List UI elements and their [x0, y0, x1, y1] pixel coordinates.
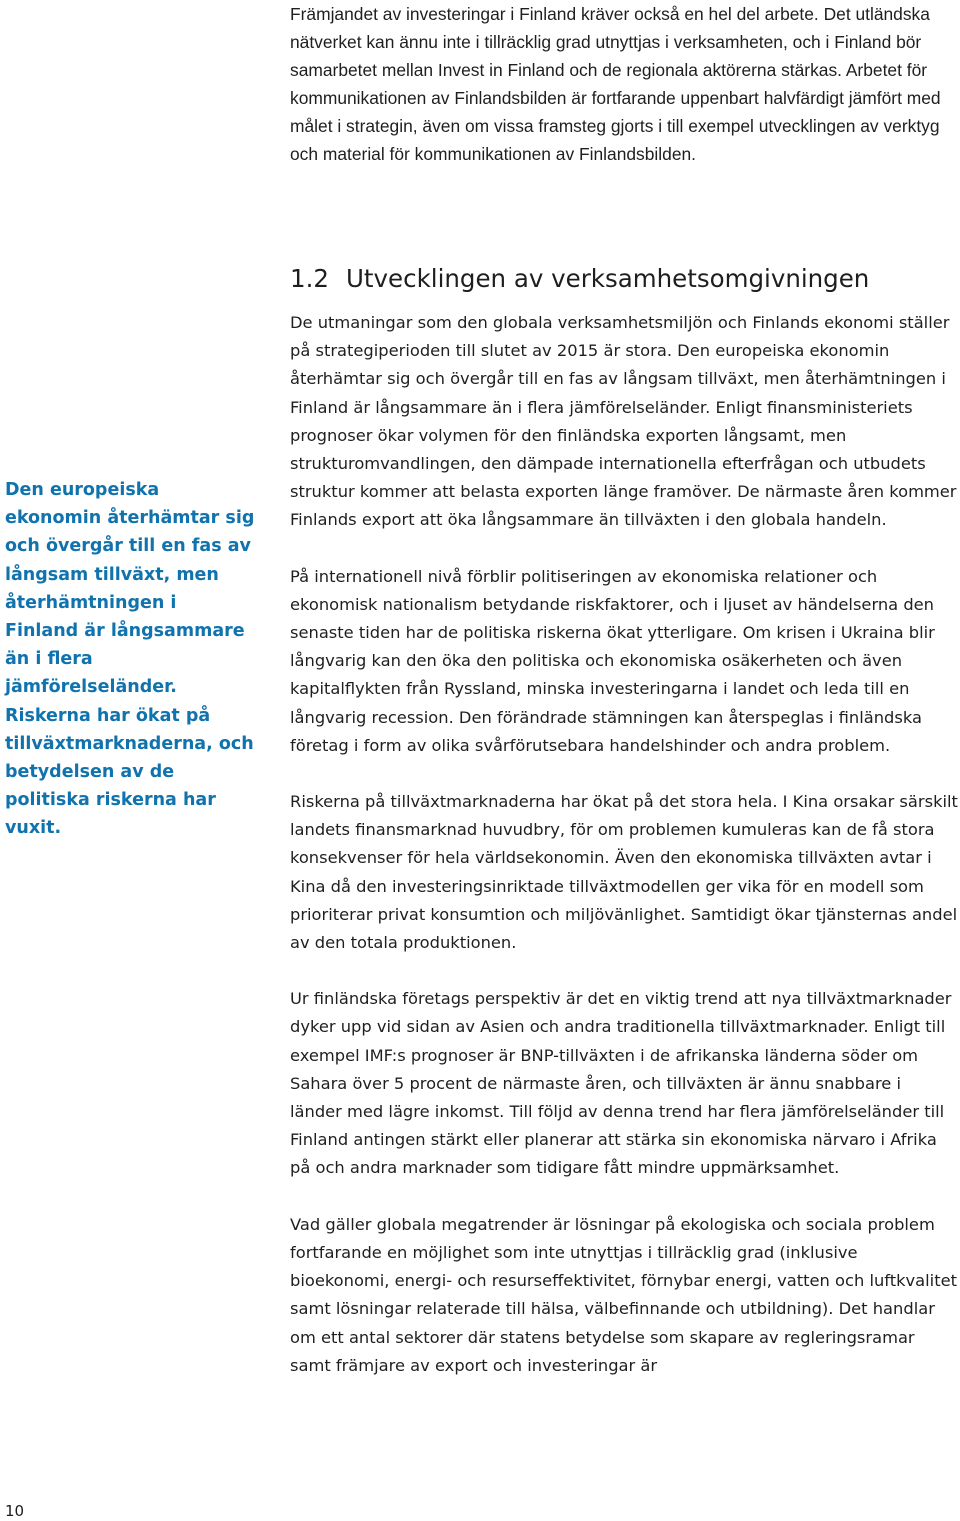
body-paragraph: På internationell nivå förblir politiseringen av ekonomiska relationer och ekonomisk nationalism betydande riskfaktorer, och i ljuset av händelserna den senaste tiden har de politiska riskerna ökat ytterligare. Om krisen i Ukraina blir långvarig kan den öka den politiska och ekonomiska osäkerheten och även kapitalflykten från Ryssland, minska investeringarna i landet och leda till en långvarig recession. Den förändrade stämningen kan återspeglas i finländska företag i form av olika svårförutsebara handelshinder och andra problem. — [290, 566, 935, 755]
body-paragraph: Riskerna på tillväxtmarknaderna har ökat på det stora hela. I Kina orsakar särskilt landets finansmarknad huvudbry, för om problemen kumuleras kan de få stora konsekvenser för hela världsekonomin. Även den ekonomiska tillväxten avtar i Kina då den investeringsinriktade tillväxtmodellen ger vika för en modell som prioriterar privat konsumtion och miljövänlighet. Samtidigt ökar tjänsternas andel av den totala produktionen. — [290, 792, 958, 953]
body-paragraph: Vad gäller globala megatrender är lösningar på ekologiska och sociala problem fortfarande en möjlighet som inte utnyttjas i tillräcklig grad (inklusive bioekonomi, energi- och resurseffektivitet, förnybar energi, vatten och luftkvalitet samt lösningar relaterade till hälsa, välbefinnande och utbildning). Det handlar om ett antal sektorer där statens betydelse som skapare av regleringsramar samt främjare av export och investeringar är — [290, 1214, 957, 1375]
intro-text — [290, 0, 958, 168]
pull-quote: Den europeiska ekonomin återhämtar sig och övergår till en fas av långsam tillväxt, men återhämtningen i Finland är långsammare än i flera jämförelseländer. Riskerna har ökat på tillväxtmarknaderna, och betydelsen av de politiska riskerna har vuxit. — [5, 480, 255, 839]
section-title: Utvecklingen av verksamhetsomgivningen — [346, 264, 870, 293]
body-paragraph: De utmaningar som den globala verksamhetsmiljön och Finlands ekonomi ställer på strategiperioden till slutet av 2015 är stora. Den europeiska ekonomin återhämtar sig och övergår till en fas av långsam tillväxt, men återhämtningen i Finland är långsammare än i flera jämförelseländer. Enligt finansministeriets prognoser ökar volymen för den finländska exporten långsamt, men strukturomvandlingen, den dämpade internationella efterfrågan och utbudets struktur kommer att belasta exporten länge framöver. De närmaste åren kommer Finlands export att öka långsammare än tillväxten i den globala handeln. — [290, 313, 957, 530]
section-body — [290, 309, 958, 1408]
section-number: 1.2 — [290, 264, 329, 293]
section-heading — [290, 262, 869, 296]
intro-paragraph: Främjandet av investeringar i Finland kräver också en hel del arbete. Det utländska nätverket kan ännu inte i tillräcklig grad utnyttjas i verksamheten, och i Finland bör samarbetet mellan Invest in Finland och de regionala aktörerna stärkas. Arbetet för kommunikationen av Finlandsbilden är fortfarande uppenbart halvfärdigt jämfört med målet i strategin, även om vissa framsteg gjorts i till exempel utvecklingen av verktyg och material för kommunikationen av Finlandsbilden. — [290, 4, 941, 164]
body-paragraph: Ur finländska företags perspektiv är det en viktig trend att nya tillväxtmarknader dyker upp vid sidan av Asien och andra traditionella tillväxtmarknader. Enligt till exempel IMF:s prognoser är BNP-tillväxten i de afrikanska länderna söder om Sahara över 5 procent de närmaste åren, och tillväxten är ännu snabbare i länder med lägre inkomst. Till följd av denna trend har flera jämförelseländer till Finland antingen stärkt eller planerar att stärka sin ekonomiska närvaro i Afrika på och andra marknader som tidigare fått mindre uppmärksamhet. — [290, 989, 952, 1178]
page-number: 10 — [5, 1502, 25, 1520]
